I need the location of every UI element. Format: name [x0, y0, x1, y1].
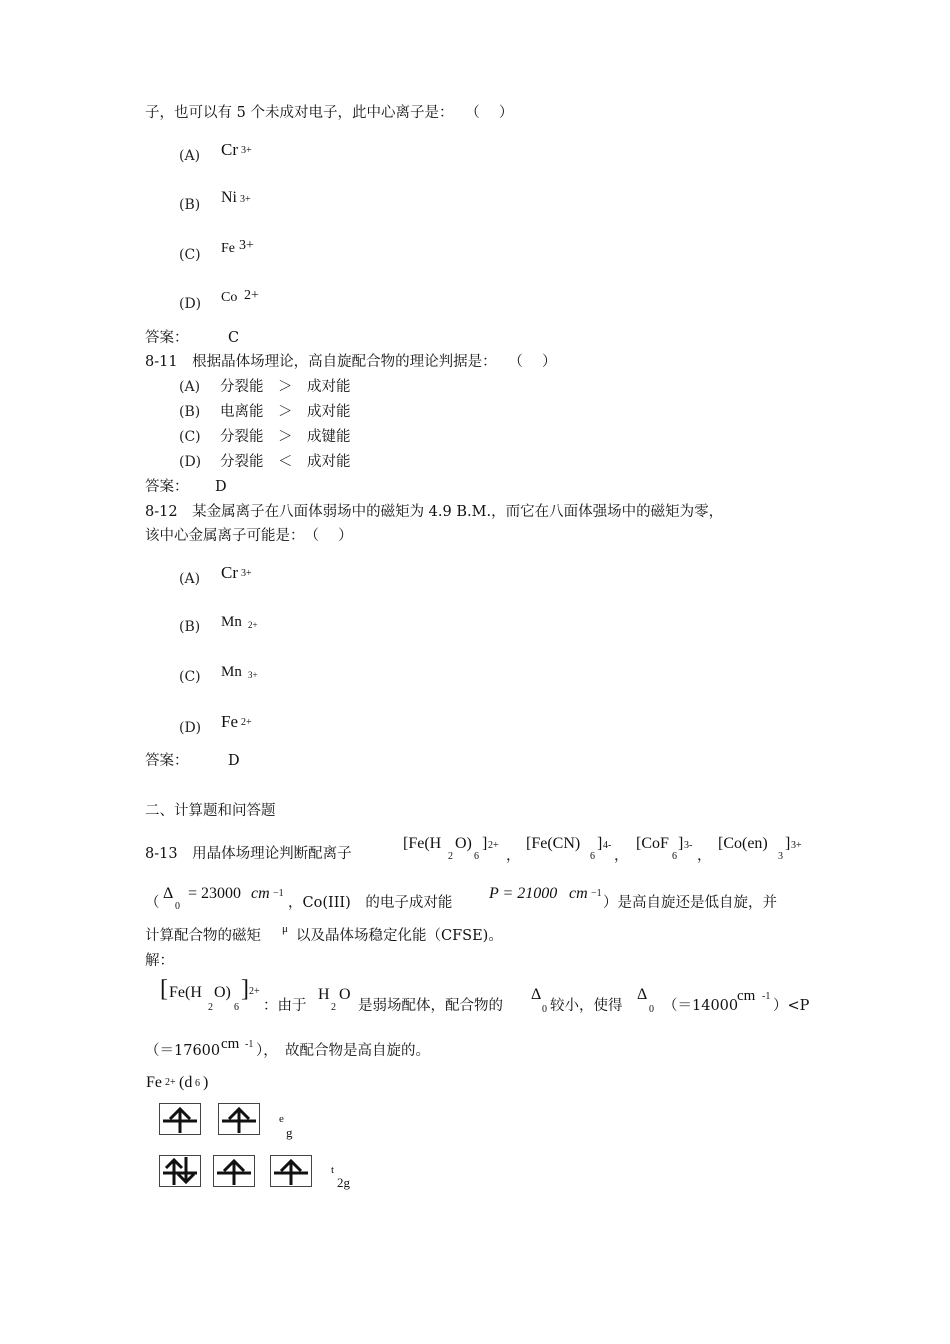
- q13-ion1-base: [Fe(H: [403, 835, 442, 852]
- q13-ion1-close: ]: [482, 835, 488, 852]
- sol-bracket-open: [: [160, 976, 168, 1002]
- q13-prefix: 8-13 用晶体场理论判断配离子: [145, 846, 352, 862]
- sol-delta-2: Δ: [637, 986, 648, 1003]
- q13-ion3-charge: 3-: [684, 840, 693, 851]
- q1-option-d-charge: 2+: [244, 288, 259, 303]
- q12-option-b-label: (B): [179, 619, 201, 635]
- q13-ion3-base: [CoF: [636, 835, 669, 852]
- sol-line2-b: ）， 故配合物是高自旋的。: [256, 1043, 430, 1059]
- sol-h2o-h: H: [318, 986, 330, 1003]
- sol-unit-1-exp: -1: [762, 991, 771, 1002]
- t2g-orbital-2: [213, 1155, 255, 1187]
- sol-delta-1-sub: 0: [542, 1004, 547, 1015]
- q11-answer: D: [215, 479, 227, 495]
- sol-ion-base: Fe(H: [169, 984, 202, 1001]
- config-close: ): [203, 1074, 209, 1091]
- q13-ion4-base: [Co(en): [718, 835, 768, 852]
- q13-comma-2: ，: [614, 848, 629, 864]
- sol-ion-sub2: 6: [234, 1002, 239, 1013]
- q12-answer-label: 答案：: [145, 753, 189, 769]
- q12-answer: D: [228, 753, 240, 769]
- q11-option-c-text: 分裂能 ＞ 成键能: [220, 429, 351, 445]
- t2g-orbital-3: [270, 1155, 312, 1187]
- q11-option-b-label: (B): [179, 404, 201, 420]
- q12-option-a-ion: Cr: [221, 563, 238, 582]
- q11-option-a-text: 分裂能 ＞ 成对能: [220, 379, 351, 395]
- q11-option-b-text: 电离能 ＞ 成对能: [220, 404, 351, 420]
- q11-option-c-label: (C): [179, 429, 201, 445]
- sol-unit-1: cm: [737, 988, 756, 1004]
- q12-option-d-ion: Fe: [221, 712, 238, 731]
- config-exp: 6: [195, 1078, 200, 1089]
- q11-stem: 8-11 根据晶体场理论，高自旋配合物的理论判据是： （ ）: [145, 354, 557, 370]
- q12-stem-line1: 8-12 某金属离子在八面体弱场中的磁矩为 4.9 B.M.，而它在八面体强场中的磁矩为零，: [145, 504, 724, 520]
- q12-option-a-label: (A): [179, 571, 201, 587]
- t2g-label-2g: 2g: [337, 1175, 350, 1190]
- q13-comma-3: ，: [697, 848, 712, 864]
- spin-pair-arrows-icon: [160, 1156, 200, 1186]
- section-title: 二、计算题和问答题: [145, 803, 276, 819]
- spin-up-arrow-icon: [271, 1156, 311, 1186]
- q12-option-c-charge: 3+: [248, 670, 258, 680]
- sol-text5: ）<P: [773, 998, 810, 1014]
- sol-text2: 是弱场配体，配合物的: [358, 998, 503, 1014]
- q12-stem-line2: 该中心金属离子可能是： （ ）: [145, 528, 353, 544]
- sol-delta-1: Δ: [531, 986, 542, 1003]
- q13-ion1-sub2: 6: [474, 851, 479, 862]
- q12-option-a-charge: 3+: [241, 568, 252, 579]
- q12-option-d-charge: 2+: [241, 717, 252, 728]
- solution-label: 解：: [145, 953, 174, 969]
- q1-option-b-label: (B): [179, 197, 201, 213]
- q1-answer-label: 答案：: [145, 330, 189, 346]
- sol-unit-2-exp: -1: [245, 1039, 254, 1050]
- q1-answer: C: [228, 330, 240, 346]
- q13-delta-symbol: Δ: [163, 885, 174, 902]
- sol-ion-charge: 2+: [249, 986, 260, 997]
- intro-line: 子，也可以有 5 个未成对电子，此中心离子是： （ ）: [145, 105, 514, 121]
- q13-ion2-charge: 4-: [603, 840, 612, 851]
- q13-ion1-mid: O): [455, 835, 472, 852]
- sol-ion-sub1: 2: [208, 1002, 213, 1013]
- spin-up-arrow-icon: [219, 1104, 259, 1134]
- q1-option-a-label: (A): [179, 148, 201, 164]
- sol-line2-a: （＝17600: [145, 1043, 221, 1059]
- spin-up-arrow-icon: [160, 1104, 200, 1134]
- q13-ion1-charge: 2+: [488, 840, 499, 851]
- t2g-label-t: t: [331, 1164, 335, 1176]
- config-charge: 2+: [165, 1077, 176, 1088]
- eg-orbital-1: [159, 1103, 201, 1135]
- q13-p-eq: P = 21000: [489, 885, 558, 902]
- q1-option-d-ion: Co: [221, 290, 238, 305]
- q11-option-d-text: 分裂能 ＜ 成对能: [220, 454, 351, 470]
- q13-ion4-close: ]: [785, 835, 791, 852]
- sol-text1: ：由于: [263, 998, 307, 1014]
- q1-option-b-charge: 3+: [240, 194, 251, 205]
- mu-symbol: μ: [282, 923, 288, 935]
- t2g-orbital-1: [159, 1155, 201, 1187]
- spin-up-arrow-icon: [214, 1156, 254, 1186]
- q13-ion3-sub: 6: [672, 851, 677, 862]
- sol-text4: （＝14000: [663, 998, 739, 1014]
- sol-h2o-o: O: [339, 986, 351, 1003]
- q12-option-b-ion: Mn: [221, 614, 242, 630]
- q1-option-a-charge: 3+: [241, 145, 252, 156]
- q12-option-c-label: (C): [179, 669, 201, 685]
- q13-ion2-sub: 6: [590, 851, 595, 862]
- q13-ion4-charge: 3+: [791, 840, 802, 851]
- q11-option-d-label: (D): [179, 454, 202, 470]
- q1-option-a-ion: Cr: [221, 140, 238, 159]
- sol-h2o-sub: 2: [331, 1002, 336, 1013]
- q1-option-c-ion: Fe: [221, 241, 235, 256]
- q13-ion4-sub: 3: [778, 851, 783, 862]
- q12-option-c-ion: Mn: [221, 664, 242, 680]
- q13-ion1-sub1: 2: [448, 851, 453, 862]
- q12-option-d-label: (D): [179, 720, 202, 736]
- q13-p-unit: cm: [569, 885, 588, 902]
- q13-line2-open: （: [145, 895, 160, 911]
- q11-answer-label: 答案：: [145, 479, 189, 495]
- q13-ion3-close: ]: [678, 835, 684, 852]
- sol-text3: 较小，使得: [550, 998, 623, 1014]
- q13-p-unit-exp: −1: [591, 888, 602, 899]
- q12-option-b-charge: 2+: [248, 620, 258, 630]
- q13-comma-1: ，: [506, 848, 521, 864]
- sol-unit-2: cm: [221, 1036, 240, 1052]
- sol-delta-2-sub: 0: [649, 1004, 654, 1015]
- sol-bracket-close: ]: [241, 976, 249, 1002]
- q13-delta-sub: 0: [175, 901, 180, 912]
- q13-ion2-base: [Fe(CN): [526, 835, 581, 852]
- q1-option-d-label: (D): [179, 296, 202, 312]
- eg-label-e: e: [279, 1113, 284, 1125]
- q11-option-a-label: (A): [179, 379, 201, 395]
- eg-orbital-2: [218, 1103, 260, 1135]
- q1-option-c-charge: 3+: [239, 238, 254, 253]
- config-ion: Fe: [146, 1074, 162, 1091]
- q13-ion2-close: ]: [597, 835, 603, 852]
- q13-line2-end: ）是高自旋还是低自旋，并: [603, 895, 777, 911]
- q13-line2-mid: ，Co(III) 的电子成对能: [288, 895, 453, 911]
- sol-ion-mid: O): [214, 984, 231, 1001]
- q1-option-c-label: (C): [179, 247, 201, 263]
- q13-line3-b: 以及晶体场稳定化能（CFSE)。: [296, 928, 503, 944]
- q13-delta-unit: cm: [251, 885, 270, 902]
- q13-line3-a: 计算配合物的磁矩: [145, 928, 261, 944]
- q1-option-b-ion: Ni: [221, 189, 237, 206]
- eg-label-g: g: [286, 1125, 293, 1140]
- q13-delta-eq: = 23000: [188, 885, 242, 902]
- q13-delta-unit-exp: −1: [273, 888, 284, 899]
- config-open: (d: [179, 1074, 193, 1091]
